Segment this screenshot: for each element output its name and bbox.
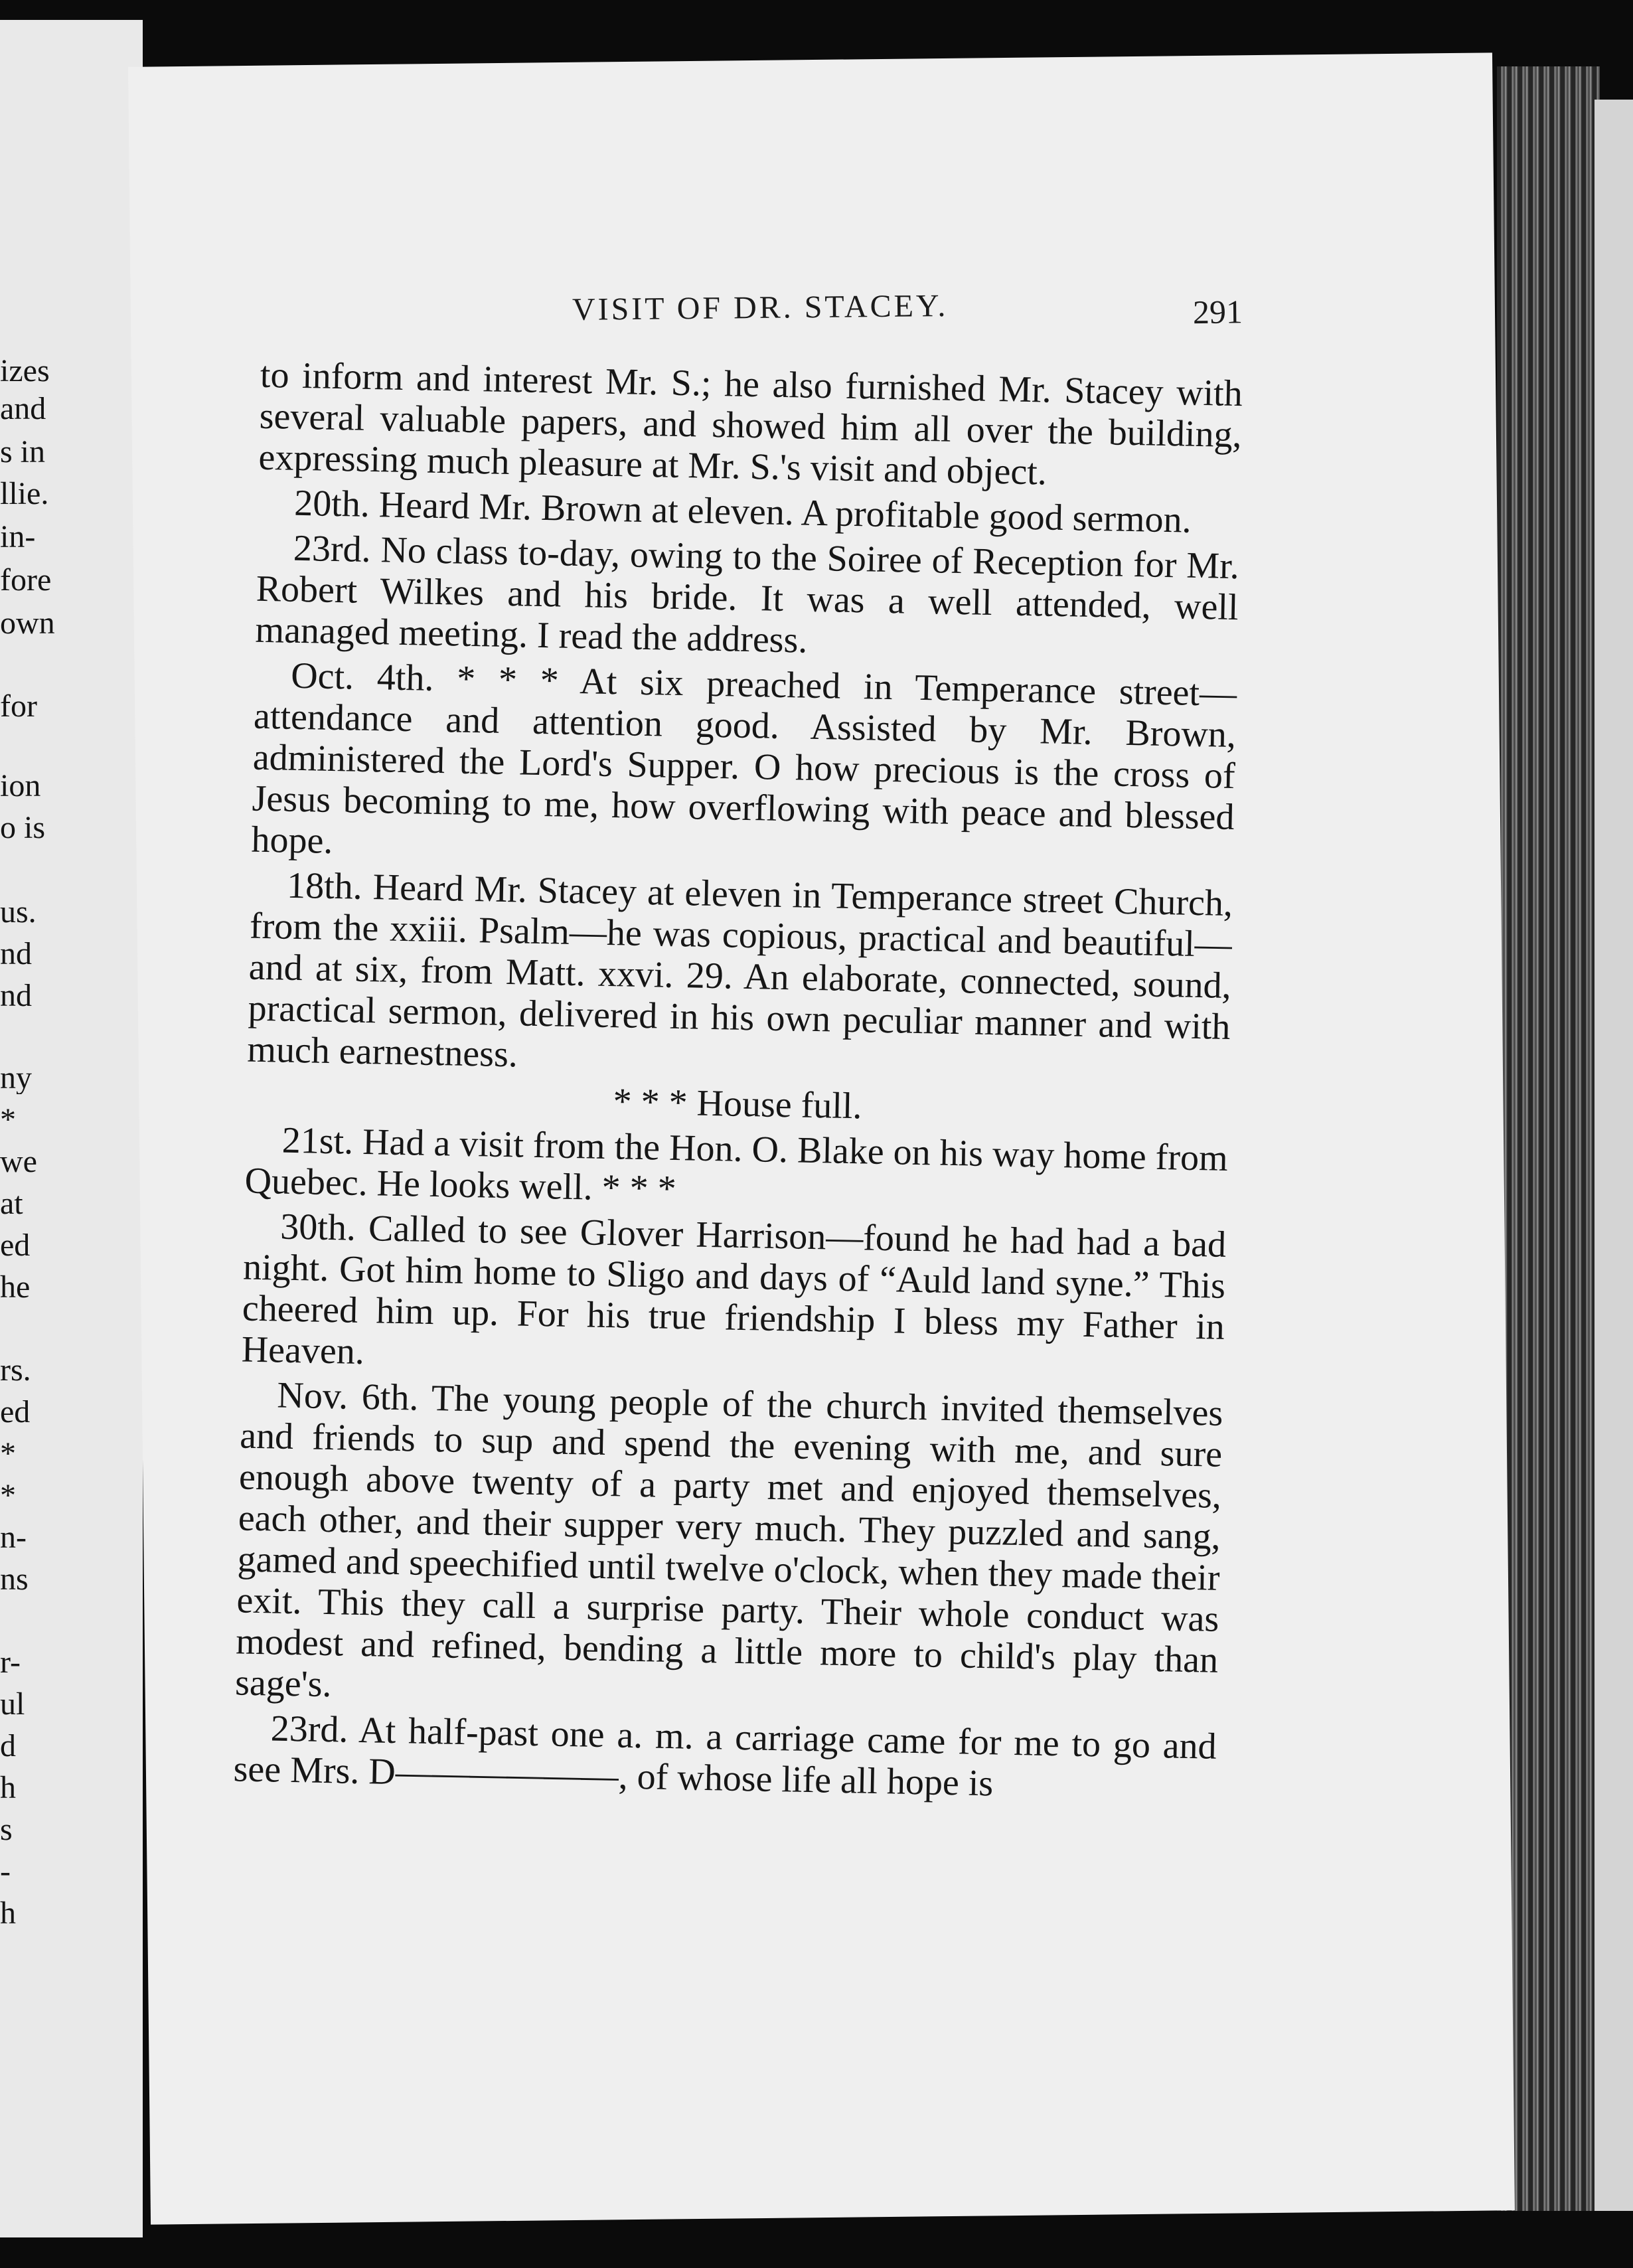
left-line-fragment: for	[0, 690, 37, 722]
page-body	[233, 355, 1243, 1813]
left-line-fragment: ul	[0, 1688, 25, 1720]
left-line-fragment: n-	[0, 1522, 27, 1554]
paragraph: * * * House full.	[613, 1081, 863, 1127]
paragraph: 20th. Heard Mr. Brown at eleven. A profitable good sermon.	[293, 482, 1192, 541]
left-line-fragment: h	[0, 1772, 16, 1804]
paragraph: 21st. Had a visit from the Hon. O. Blake on his way home from Quebec. He looks well. * * *	[244, 1119, 1229, 1210]
paragraph: 18th. Heard Mr. Stacey at eleven in Temperance street Church, from the xxiii. Psalm—he was copious, practical and beautiful—and at six, from Matt. xxvi. 29. An elaborate, connected, sound, practical sermon, delivered in his own peculiar manner and with much earnestness.	[246, 864, 1233, 1076]
book-page	[128, 52, 1515, 2224]
left-line-fragment: rs.	[0, 1354, 31, 1386]
left-line-fragment: ion	[0, 770, 41, 802]
left-line-fragment: us.	[0, 896, 37, 928]
left-line-fragment: nd	[0, 980, 32, 1012]
next-page-sliver	[1594, 100, 1633, 2211]
left-line-fragment: we	[0, 1146, 37, 1178]
left-line-fragment: ns	[0, 1564, 29, 1595]
paragraph: 30th. Called to see Glover Harrison—found he had had a bad night. Got him home to Sligo and days of “Auld land syne.” This cheered him up. For his true friendship I bless my Father in Heaven.	[241, 1206, 1227, 1373]
left-line-fragment: r-	[0, 1647, 21, 1678]
paragraph: Nov. 6th. The young people of the church invited themselves and friends to sup and spend the evening with me, and sure enough above twenty of a party met and enjoyed themselves, each other, and their supper very much. They puzzled and sang, gamed and speechified until twelve o'clock, when they made their exit. This they call a surprise party. Their whole conduct was modest and refined, bending a little more to child's play than sage's.	[234, 1374, 1223, 1706]
left-line-fragment: ny	[0, 1062, 32, 1094]
left-line-fragment: ed	[0, 1396, 31, 1428]
paragraph: 23rd. At half-past one a. m. a carriage came for me to go and see Mrs. D——————, of whose life all hope is	[233, 1708, 1217, 1805]
left-line-fragment: s	[0, 1814, 13, 1846]
left-line-fragment: and	[0, 393, 46, 425]
left-line-fragment: fore	[0, 564, 52, 596]
left-line-fragment: at	[0, 1188, 23, 1220]
running-title: VISIT OF DR. STACEY.	[572, 287, 949, 327]
left-line-fragment: he	[0, 1271, 31, 1303]
left-line-fragment: d	[0, 1730, 16, 1762]
left-line-fragment: o is	[0, 812, 46, 844]
left-line-fragment: nd	[0, 938, 32, 970]
paragraph: to inform and interest Mr. S.; he also furnished Mr. Stacey with several valuable papers, and showed him all over the building, expressing much pleasure at Mr. S.'s visit and object.	[258, 354, 1243, 493]
left-line-fragment: s in	[0, 436, 46, 468]
left-line-fragment: in-	[0, 521, 36, 553]
paragraph: Oct. 4th. * * * At six preached in Temperance street—attendance and attention good. Assisted by Mr. Brown, administered the Lord's Supper. O how precious is the cross of Jesus becoming to me, how overflowing with peace and blessed hope.	[250, 655, 1237, 862]
page-number: 291	[1192, 293, 1243, 331]
left-line-fragment: ed	[0, 1230, 31, 1261]
left-line-fragment: *	[0, 1480, 16, 1512]
left-line-fragment: -	[0, 1856, 11, 1888]
left-line-fragment: *	[0, 1104, 16, 1136]
left-line-fragment: *	[0, 1438, 16, 1470]
left-facing-page	[0, 20, 143, 2237]
left-line-fragment: h	[0, 1898, 16, 1929]
book-fore-edge	[1497, 66, 1600, 2211]
left-line-fragment: own	[0, 608, 55, 639]
left-line-fragment: izes	[0, 355, 50, 387]
paragraph: 23rd. No class to-day, owing to the Soiree of Reception for Mr. Robert Wilkes and his bride. It was a well attended, well managed meeting. I read the address.	[255, 527, 1240, 661]
left-line-fragment: llie.	[0, 478, 49, 510]
running-head	[131, 282, 1496, 343]
